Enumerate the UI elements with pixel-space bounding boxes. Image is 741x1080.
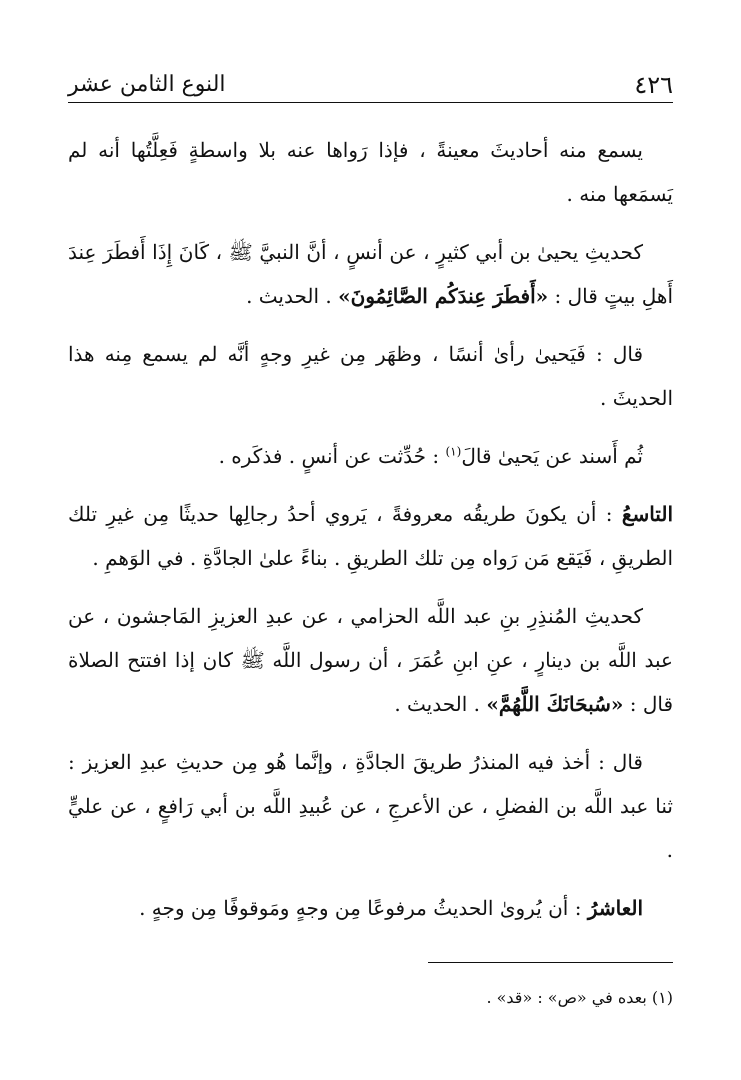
quoted-hadith: «سُبحَانَكَ اللَّهُمَّ» — [486, 692, 624, 716]
paragraph-8: العاشرُ : أن يُروىٰ الحديثُ مرفوعًا مِن وجهٍ ومَوقوفًا مِن وجهٍ . — [139, 896, 643, 920]
section-heading-tenth: العاشرُ — [587, 896, 643, 920]
footnote-divider — [428, 962, 673, 963]
paragraph-5: التاسعُ : أن يكونَ طريقُه معروفةً ، يَروي أحدُ رجالِها حديثًا مِن غيرِ تلك الطريقِ ، فَيَقع مَن رَواه مِن تلك الطريقِ . بناءً علىٰ الجادَّةِ . في الوَهمِ . — [68, 502, 673, 570]
quoted-hadith: «أَفطَرَ عِندَكُم الصَّائِمُونَ» — [338, 284, 549, 308]
footnote: (١) بعده في «ص» : «قد» . — [486, 988, 673, 1007]
section-heading-ninth: التاسعُ — [621, 502, 673, 526]
running-header — [68, 66, 673, 103]
page-number: ٤٢٦ — [634, 71, 673, 99]
paragraph-2: كحديثِ يحيىٰ بن أبي كثيرٍ ، عن أنسٍ ، أنَّ النبيَّ ﷺ ، كَانَ إِذَا أَفطَرَ عِندَ أَهلِ بيتٍ قال : «أَفطَرَ عِندَكُم الصَّائِمُونَ» . الحديث . — [68, 240, 673, 308]
paragraph-3: قال : فَيَحيىٰ رأىٰ أنسًا ، وظهَر مِن غيرِ وجهٍ أنَّه لم يسمع مِنه هذا الحديثَ . — [68, 342, 673, 410]
footnote-reference: (١) — [445, 444, 462, 459]
chapter-title: النوع الثامن عشر — [68, 72, 226, 97]
paragraph-6: كحديثِ المُنذِرِ بنِ عبد اللَّه الحزامي ، عن عبدِ العزيزِ المَاجشون ، عن عبد اللَّه بن دينارٍ ، عنِ ابنِ عُمَرَ ، أن رسول اللَّه ﷺ كان إذا افتتح الصلاة قال : «سُبحَانَكَ اللَّهُمَّ» . الحديث . — [68, 604, 673, 716]
paragraph-4: ثُم أَسند عن يَحيىٰ قالَ$^{(١)}$ : حُدِّثت عن أنسٍ . فذكَره . — [218, 444, 643, 468]
paragraph-7: قال : أخذ فيه المنذرُ طريقَ الجادَّةِ ، وإنَّما هُو مِن حديثِ عبدِ العزيز : ثنا عبد اللَّه بن الفضلِ ، عن الأعرجِ ، عن عُبيدِ اللَّه بن أبي رَافعٍ ، عن عليٍّ . — [68, 750, 674, 862]
body-text — [68, 128, 673, 944]
paragraph-1: يسمع منه أحاديثَ معينةً ، فإذا رَواها عنه بلا واسطةٍ فَعِلَّتُها أنه لم يَسمَعها منه . — [68, 138, 673, 206]
